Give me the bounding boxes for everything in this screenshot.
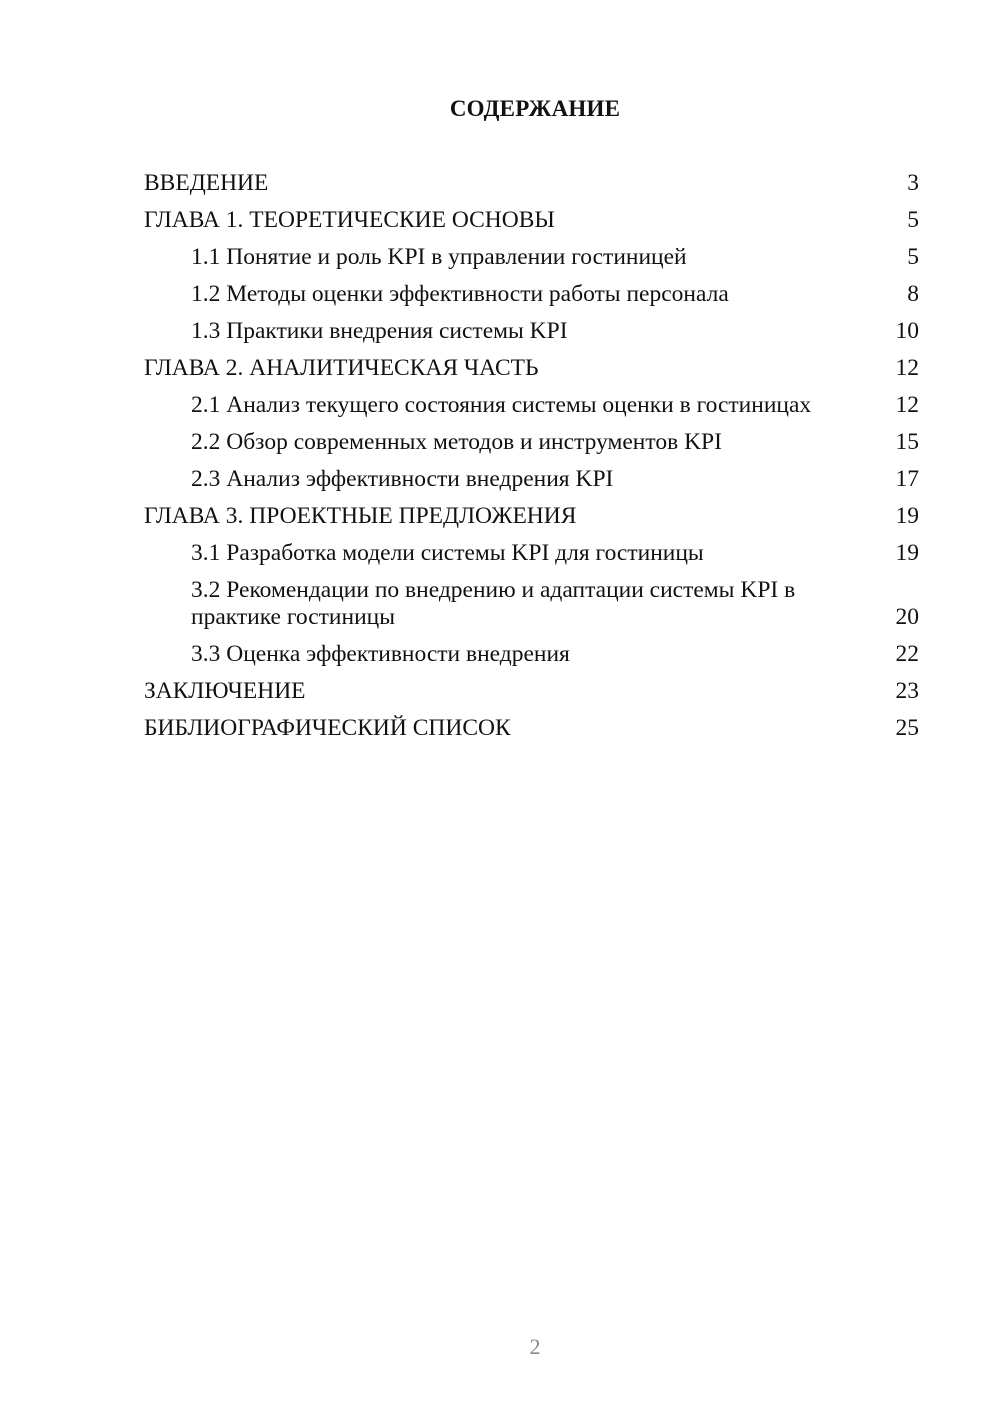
toc-entry-page: 5 — [907, 207, 919, 233]
toc-entry-page: 8 — [907, 281, 919, 307]
toc-entry-label: 1.1 Понятие и роль KPI в управлении гостиницей — [191, 244, 687, 270]
toc-entry-section-3-2 — [144, 577, 919, 631]
toc-entry-page: 17 — [895, 466, 919, 492]
toc-entry-section-2-1 — [144, 392, 919, 419]
toc-entry-bibliography — [144, 715, 919, 742]
toc-entry-label: ГЛАВА 2. АНАЛИТИЧЕСКАЯ ЧАСТЬ — [144, 355, 539, 381]
toc-entry-label: 2.2 Обзор современных методов и инструментов KPI — [191, 429, 722, 455]
toc-entry-section-1-1 — [144, 244, 919, 271]
page-title: СОДЕРЖАНИЕ — [449, 96, 621, 121]
toc-entry-page: 5 — [907, 244, 919, 270]
toc-entry-section-1-3 — [144, 318, 919, 345]
toc-entry-label: ГЛАВА 3. ПРОЕКТНЫЕ ПРЕДЛОЖЕНИЯ — [144, 503, 577, 529]
toc-entry-chapter-2 — [144, 355, 919, 382]
toc-entry-page: 12 — [895, 392, 919, 418]
toc-entry-chapter-3 — [144, 503, 919, 530]
toc-entry-label: 1.3 Практики внедрения системы KPI — [191, 318, 568, 344]
toc-entry-label: ВВЕДЕНИЕ — [144, 170, 269, 196]
toc-entry-section-1-2 — [144, 281, 919, 308]
toc-entry-page: 19 — [895, 540, 919, 566]
toc-entry-section-3-3 — [144, 641, 919, 668]
toc-entry-label: 2.1 Анализ текущего состояния системы оценки в гостиницах — [191, 392, 812, 418]
toc-entry-page: 3 — [907, 170, 919, 196]
toc-entry-label: 3.1 Разработка модели системы KPI для гостиницы — [191, 540, 704, 566]
toc-entry-page: 25 — [895, 715, 919, 741]
toc-entry-conclusion — [144, 678, 919, 705]
toc-entry-page: 19 — [895, 503, 919, 529]
toc-entry-chapter-1 — [144, 207, 919, 234]
table-of-contents — [144, 170, 919, 752]
toc-entry-label: 3.2 Рекомендации по внедрению и адаптации системы KPI в практике гостиницы — [191, 577, 796, 630]
toc-entry-label: 3.3 Оценка эффективности внедрения — [191, 641, 570, 667]
toc-entry-introduction — [144, 170, 919, 197]
toc-entry-page: 20 — [895, 604, 919, 630]
toc-entry-label: ЗАКЛЮЧЕНИЕ — [144, 678, 306, 704]
toc-entry-label: ГЛАВА 1. ТЕОРЕТИЧЕСКИЕ ОСНОВЫ — [144, 207, 555, 233]
toc-entry-page: 10 — [895, 318, 919, 344]
toc-entry-label: БИБЛИОГРАФИЧЕСКИЙ СПИСОК — [144, 715, 511, 741]
toc-entry-label: 2.3 Анализ эффективности внедрения KPI — [191, 466, 614, 492]
toc-entry-section-3-1 — [144, 540, 919, 567]
toc-entry-page: 22 — [895, 641, 919, 667]
toc-entry-page: 15 — [895, 429, 919, 455]
toc-entry-page: 23 — [895, 678, 919, 704]
toc-entry-label: 1.2 Методы оценки эффективности работы персонала — [191, 281, 729, 307]
toc-entry-section-2-3 — [144, 466, 919, 493]
toc-entry-page: 12 — [895, 355, 919, 381]
toc-entry-section-2-2 — [144, 429, 919, 456]
page-number: 2 — [529, 1334, 541, 1359]
